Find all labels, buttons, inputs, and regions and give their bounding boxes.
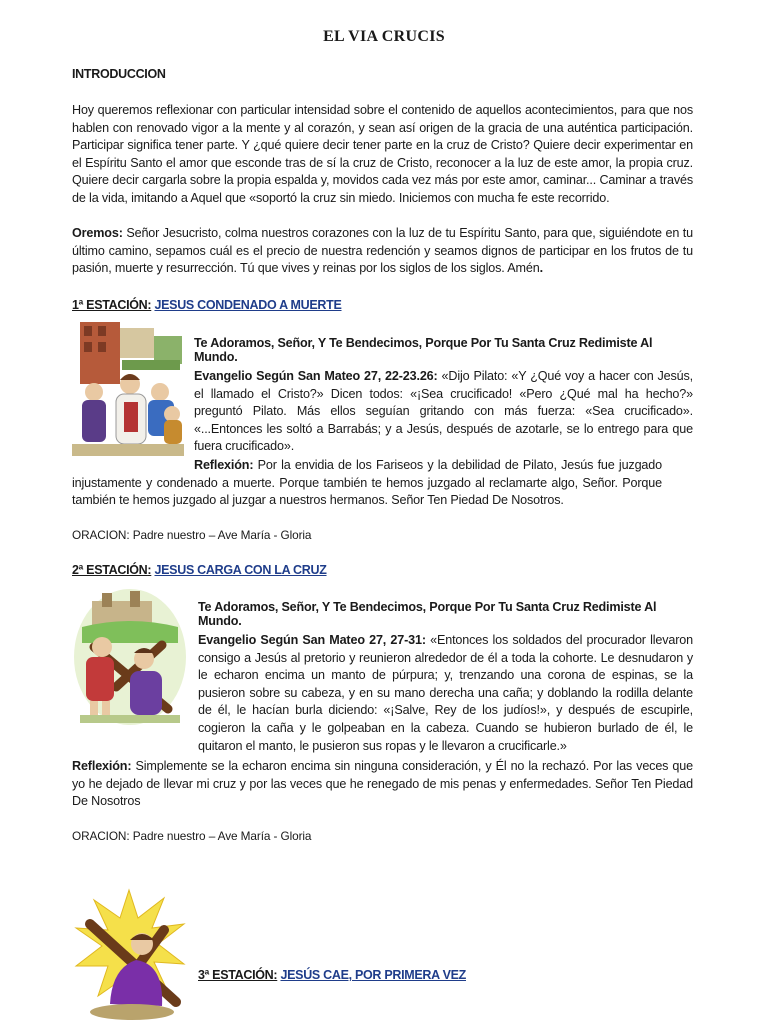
intro-heading: INTRODUCCION (72, 67, 166, 81)
station-2-illustration (72, 587, 188, 729)
oremos-end: . (539, 261, 543, 276)
station-2-oracion: ORACION: Padre nuestro – Ave María - Gloria (72, 829, 312, 843)
station-3-label: 3ª ESTACIÓN: (198, 968, 278, 982)
station-1-adoramos-text: Te Adoramos, Señor, Y Te Bendecimos, Porque Por Tu Santa Cruz Redimiste Al Mundo (194, 336, 653, 364)
oremos-paragraph (72, 225, 693, 278)
station-1-heading (72, 298, 342, 312)
station-2-reflexion-label: Reflexión: (72, 759, 132, 773)
station-3-heading (198, 968, 466, 982)
station-2-adoramos-end: . (238, 614, 242, 628)
station-2-label-colon: : (147, 563, 152, 577)
station-1-oracion: ORACION: Padre nuestro – Ave María - Gloria (72, 528, 312, 542)
station-1-reflexion-text: Por la envidia de los Fariseos y la debilidad de Pilato, Jesús fue juzgado injustamente y condenado a muerte. Porque también te hemos juzgado al reclamarte algo, Señor. Porque también te hemos juzgado al juzgar a nuestros hermanos. Señor Ten Piedad De Nosotros. (72, 458, 662, 508)
oremos-label: Oremos: (72, 226, 123, 240)
station-1-gospel-text: «Dijo Pilato: «Y ¿Qué voy a hacer con Jesús, el llamado el Cristo?» Dicen todos: «¡Sea crucificado! «Pero ¿Qué mal ha hecho?» preguntó Pilato. Más ellos seguían gritando con más fuerza: «Sea crucificado». «...Entonces les soltó a Barrabás; y a Jesús, después de azotarle, se lo entrego para que fuera crucificado». (194, 369, 694, 454)
station-2-reflexion (72, 758, 693, 811)
station-1-illustration (72, 318, 184, 456)
station-2-heading (72, 563, 327, 577)
station-1-title[interactable]: JESUS CONDENADO A MUERTE (154, 298, 342, 312)
station-1-label: 1ª ESTACIÓN: (72, 298, 152, 312)
station-3-title[interactable]: JESÚS CAE, POR PRIMERA VEZ (280, 968, 466, 982)
station-1-reflexion (72, 457, 662, 510)
station-1-gospel (194, 368, 693, 456)
station-2-gospel-text: «Entonces los soldados del procurador llevaron consigo a Jesús al pretorio y reunieron alrededor de él a toda la cohorte. Le desnudaron y le echaron encima un manto de púrpura; y, trenzando una corona de espinas, se la pusieron sobre su cabeza, y en su mano derecha una caña; y doblando la rodilla delante de él, le hacían burla diciendo: «¡Salve, Rey de los judíos!», y después de escupirle, cogieron la caña y le golpeaban en la cabeza. Cuando se hubieron burlado de él, le quitaron el manto, le pusieron sus ropas y le llevaron a crucificarle.» (198, 633, 693, 753)
station-2-label: 2ª ESTACIÓN (72, 563, 148, 577)
oremos-text: Señor Jesucristo, colma nuestros corazones con la luz de tu Espíritu Santo, para que, siguiéndote en tu último camino, sepamos cuál es el precio de nuestra redención y seamos dignos de participar en los frutos de tu pasión, muerte y resurrección. Tú que vives y reinas por los siglos de los siglos. Amén (72, 226, 693, 276)
station-2-reflexion-text: Simplemente se la echaron encima sin ninguna consideración, y Él no la rechazó. Por las veces que yo he dejado de llevar mi cruz y por las veces que he renegado de mis penas y enfermedades. Señor Ten Piedad De Nosotros (72, 759, 693, 809)
station-2-title[interactable]: JESUS CARGA CON LA CRUZ (154, 563, 327, 577)
station-2-gospel-label: Evangelio Según San Mateo 27, 27-31: (198, 633, 426, 647)
station-1-reflexion-label: Reflexión: (194, 458, 254, 472)
station-2-adoramos-text: Te Adoramos, Señor, Y Te Bendecimos, Porque Por Tu Santa Cruz Redimiste Al Mundo (198, 600, 657, 628)
station-1-adoramos (194, 336, 699, 364)
station-1-gospel-label: Evangelio Según San Mateo 27, 22-23.26: (194, 369, 438, 383)
station-3-illustration (72, 884, 187, 1024)
intro-paragraph: Hoy queremos reflexionar con particular intensidad sobre el contenido de aquellos acontecimientos, para que nos hablen con renovado vigor a la mente y al corazón, y sean así origen de la gracia de una auténtica participación. Participar significa tener parte. Y ¿qué quiere decir tener parte en la cruz de Cristo? Quiere decir experimentar en el Espíritu Santo el amor que esconde tras de sí la cruz de Cristo, reconocer a la luz de este amor, la propia cruz. Quiere decir cargarla sobre la propia espalda y, movidos cada vez más por este amor, caminar... Caminar a través de la vida, imitando a Aquel que «soportó la cruz sin miedo. Iniciemos con mucha fe este recorrido. (72, 103, 693, 205)
station-2-adoramos (198, 600, 698, 628)
station-2-gospel (198, 632, 693, 755)
station-1-adoramos-end: . (234, 350, 238, 364)
document-title: EL VIA CRUCIS (323, 28, 445, 45)
